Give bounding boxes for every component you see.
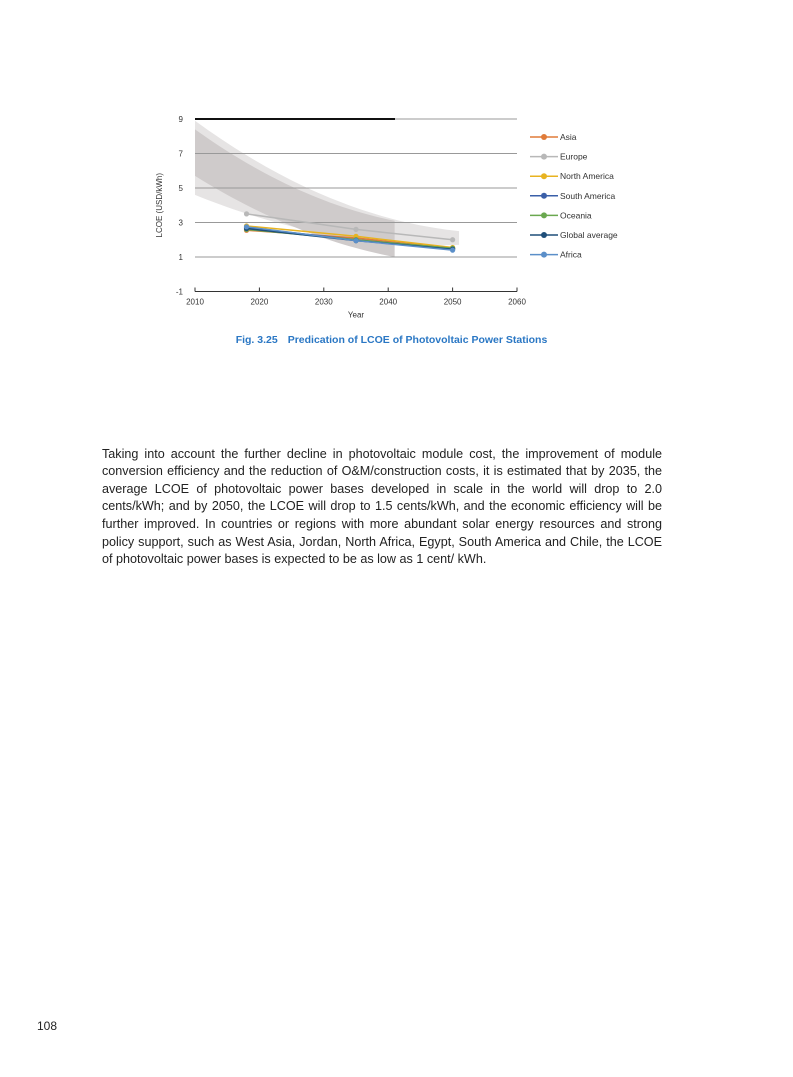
y-tick-label: -1 <box>175 287 183 297</box>
x-tick-label: 2010 <box>186 297 204 307</box>
legend-marker <box>541 212 547 218</box>
legend-marker <box>541 252 547 258</box>
legend-marker <box>541 232 547 238</box>
data-point <box>353 238 358 243</box>
data-point <box>450 248 455 253</box>
x-tick-label: 2060 <box>508 297 526 307</box>
y-tick-label: 5 <box>178 184 183 193</box>
y-tick-label: 3 <box>178 218 183 228</box>
legend-label: Europe <box>560 151 588 162</box>
y-axis-label: LCOE (USD/kWh) <box>155 173 164 238</box>
y-tick-label: 9 <box>178 115 183 124</box>
body-paragraph: Taking into account the further decline in photovoltaic module cost, the improvement of module conversion efficiency and the reduction of O&M/construction costs, it is estimated that by 2035, the average LCOE of photovoltaic power bases developed in scale in the world will drop to 2.0 cents/kWh; and by 2050, the LCOE will drop to 1.5 cents/kWh, and the economic efficiency will be further improved. In countries or regions with more abundant solar energy resources and strong policy support, such as West Asia, Jordan, North Africa, Egypt, South America and Chile, the LCOE of photovoltaic power bases is expected to be as low as 1 cent/ kWh. <box>102 446 662 567</box>
y-tick-label: 7 <box>178 149 183 159</box>
data-point <box>353 227 358 232</box>
legend-label: Global average <box>560 230 618 240</box>
legend-label: North America <box>560 171 614 182</box>
legend-label: South America <box>560 190 616 201</box>
page-number: 108 <box>37 1019 58 1033</box>
x-tick-label: 2020 <box>250 297 269 307</box>
figure-caption <box>0 334 793 346</box>
legend-marker <box>541 173 547 179</box>
data-point <box>244 224 249 229</box>
data-point <box>450 237 455 242</box>
y-tick-label: 1 <box>178 253 183 262</box>
legend-label: Asia <box>560 132 577 142</box>
x-axis-label: Year <box>347 310 365 320</box>
x-tick-label: 2050 <box>443 297 462 307</box>
x-tick-label: 2040 <box>379 297 398 307</box>
lcoe-chart <box>0 0 793 330</box>
figure-number: Fig. 3.25 <box>235 334 278 346</box>
legend-marker <box>541 193 547 199</box>
data-point <box>244 211 249 216</box>
legend-marker <box>541 134 547 140</box>
legend-label: Africa <box>560 249 582 260</box>
legend-marker <box>541 154 547 160</box>
x-tick-label: 2030 <box>314 297 333 307</box>
legend-label: Oceania <box>560 210 592 221</box>
figure-title: Predication of LCOE of Photovoltaic Power Stations <box>287 334 548 346</box>
